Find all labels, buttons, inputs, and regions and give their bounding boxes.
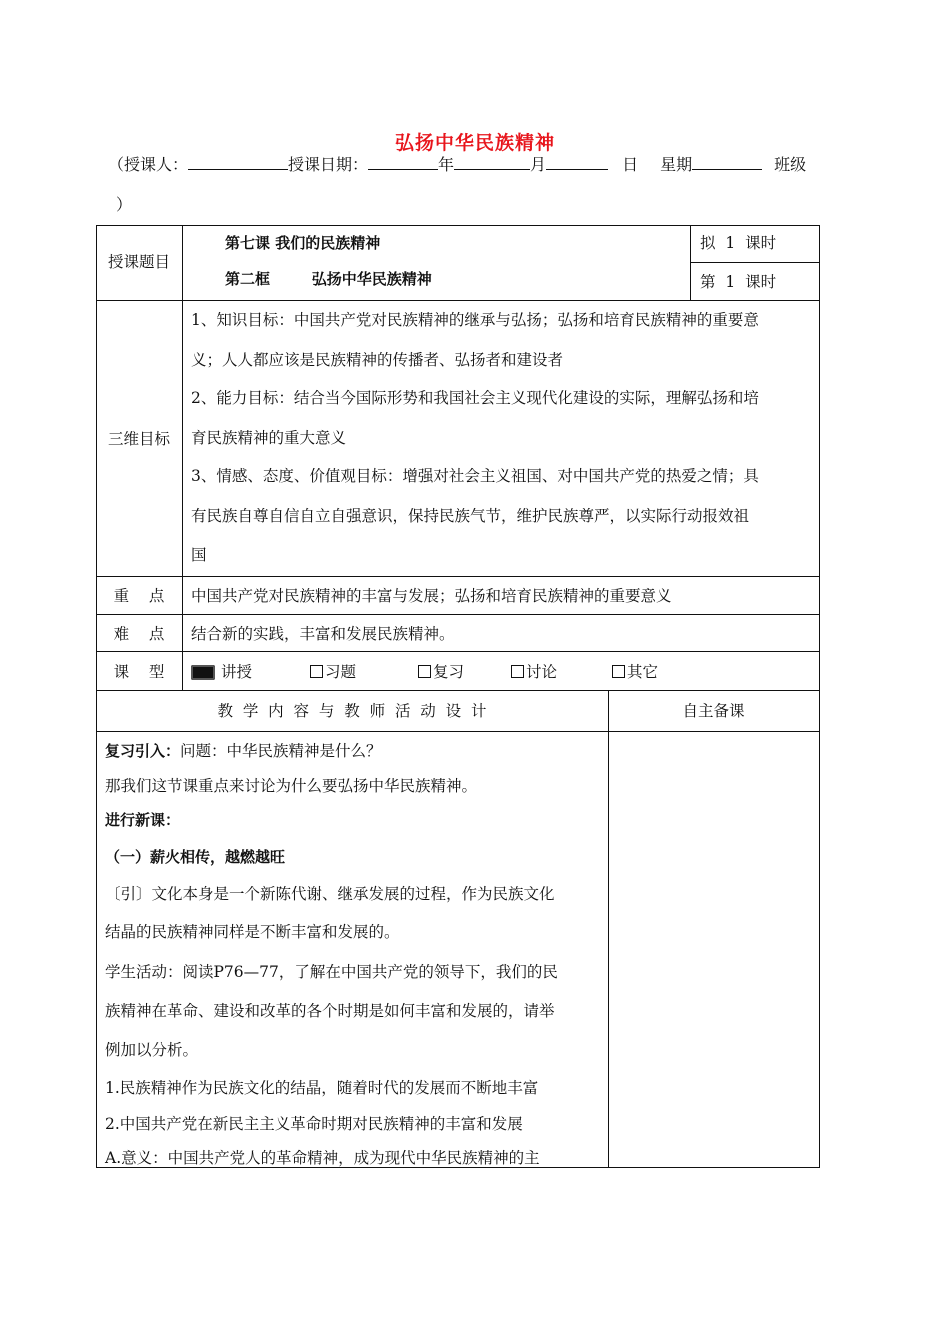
month-label: 月: [530, 155, 547, 174]
design-header-right: 自主备课: [682, 702, 745, 720]
section-heading: （一）薪火相传，越燃越旺: [105, 848, 286, 866]
objective-line: 国: [191, 546, 207, 564]
new-lesson-label: 进行新课：: [105, 811, 181, 829]
lesson-type-other[interactable]: [612, 660, 658, 682]
page-title: 弘扬中华民族精神: [394, 132, 555, 154]
difficulties-label: 难 点: [113, 625, 165, 643]
content-line: 例加以分析。: [105, 1041, 199, 1059]
teacher-blank: [188, 154, 288, 170]
lesson-title: 第七课 我们的民族精神: [225, 234, 381, 252]
option-label: 讲授: [221, 663, 253, 681]
review-label: 复习引入：: [105, 742, 181, 760]
lesson-meta-line: [108, 152, 806, 175]
current-hours: 第 1 课时: [700, 273, 777, 291]
content-line: 学生活动：阅读P76—77，了解在中国共产党的领导下，我们的民: [105, 963, 558, 981]
intro-line: 那我们这节课重点来讨论为什么要弘扬中华民族精神。: [105, 777, 478, 795]
objective-line: 有民族自尊自信自立自强意识，保持民族气节，维护民族尊严，以实际行动报效祖: [191, 507, 750, 525]
checkbox-icon: [310, 665, 323, 678]
objective-line: 育民族精神的重大意义: [191, 429, 347, 447]
section-title: 第二框 弘扬中华民族精神: [225, 270, 432, 288]
date-label: 授课日期：: [288, 155, 369, 174]
class-label: 班级: [774, 155, 807, 174]
lesson-type-discussion[interactable]: [511, 660, 557, 682]
option-label: 其它: [627, 663, 659, 681]
topic-label: 授课题目: [107, 253, 170, 271]
lesson-type-exercise[interactable]: [310, 660, 356, 682]
objective-line: 2、能力目标：结合当今国际形势和我国社会主义现代化建设的实际，理解弘扬和培: [191, 389, 759, 407]
weekday-label: 星期: [660, 155, 693, 174]
planned-hours: 拟 1 课时: [700, 234, 777, 252]
difficulties-text: 结合新的实践，丰富和发展民族精神。: [191, 625, 455, 643]
checkbox-icon: [511, 665, 524, 678]
review-question: 问题：中华民族精神是什么？: [180, 742, 382, 760]
day-blank: [546, 154, 608, 170]
year-blank: [368, 154, 438, 170]
objective-line: 义；人人都应该是民族精神的传播者、弘扬者和建设者: [191, 351, 564, 369]
option-label: 讨论: [526, 663, 558, 681]
content-line: 1.民族精神作为民族文化的结晶，随着时代的发展而不断地丰富: [105, 1079, 539, 1097]
option-label: 复习: [433, 663, 465, 681]
meta-close-paren: ）: [116, 195, 133, 214]
weekday-blank: [692, 154, 762, 170]
objective-line: 3、情感、态度、价值观目标：增强对社会主义祖国、对中国共产党的热爱之情；具: [191, 467, 759, 485]
design-header-left: 教 学 内 容 与 教 师 活 动 设 计: [217, 702, 487, 720]
content-line: 族精神在革命、建设和改革的各个时期是如何丰富和发展的，请举: [105, 1002, 555, 1020]
month-blank: [454, 154, 530, 170]
objectives-label: 三维目标: [107, 430, 170, 448]
review-intro: [105, 739, 382, 761]
lesson-type-review[interactable]: [418, 660, 464, 682]
lesson-type-label: 课 型: [113, 663, 165, 681]
option-label: 习题: [325, 663, 357, 681]
day-label: 日: [622, 155, 639, 174]
content-line: 〔引〕文化本身是一个新陈代谢、继承发展的过程，作为民族文化: [105, 885, 555, 903]
checkbox-icon: [418, 665, 431, 678]
key-points-text: 中国共产党对民族精神的丰富与发展；弘扬和培育民族精神的重要意义: [191, 587, 672, 605]
key-points-label: 重 点: [113, 587, 165, 605]
checked-box-icon: [191, 665, 215, 680]
objective-line: 1、知识目标：中国共产党对民族精神的继承与弘扬；弘扬和培育民族精神的重要意: [191, 311, 759, 329]
content-line: 结晶的民族精神同样是不断丰富和发展的。: [105, 923, 400, 941]
content-line: 2.中国共产党在新民主主义革命时期对民族精神的丰富和发展: [105, 1115, 523, 1133]
content-line: A.意义：中国共产党人的革命精神，成为现代中华民族精神的主: [105, 1149, 540, 1167]
lesson-type-lecture[interactable]: [191, 660, 252, 682]
teacher-label: （授课人：: [108, 155, 189, 174]
year-label: 年: [438, 155, 455, 174]
checkbox-icon: [612, 665, 625, 678]
